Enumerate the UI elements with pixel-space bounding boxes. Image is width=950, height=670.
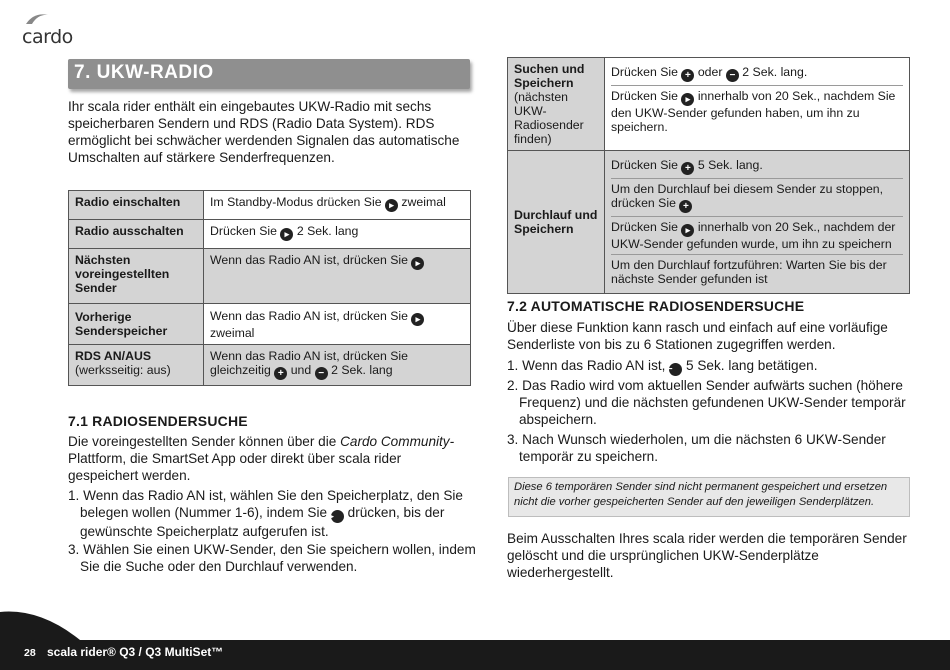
instruction-line: Drücken Sie + oder − 2 Sek. lang. — [611, 62, 903, 86]
heading-7-2: 7.2 AUTOMATISCHE RADIOSENDERSUCHE — [507, 298, 805, 314]
table-row — [69, 249, 471, 304]
radio-controls-table — [68, 190, 471, 386]
row-key: Durchlauf und Speichern — [508, 151, 605, 294]
play-icon: ▸ — [411, 257, 424, 270]
table-row — [69, 304, 471, 345]
row-value: Wenn das Radio AN ist, drücken Sie ▸ zweimal — [204, 304, 471, 345]
page-number: 28 — [24, 647, 36, 659]
row-value — [605, 58, 910, 151]
list-item: 3. Nach Wunsch wiederholen, um die nächsten 6 UKW-Sender temporär zu speichern. — [507, 432, 886, 464]
paragraph-7-1: Die voreingestellten Sender können über die Cardo Community- Plattform, die SmartSet App oder direkt über scala rider gespeichert werden. — [68, 434, 455, 483]
intro-paragraph: Ihr scala rider enthält ein eingebautes UKW-Radio mit sechs speicherbaren Sendern und RDS (Radio Data System). RDS ermöglicht bei schwächer werdenden Signalen das automatische Umschalten auf stärkere Senderfrequenzen. — [68, 99, 460, 165]
row-value: Wenn das Radio AN ist, drücken Sie gleichzeitig + und − 2 Sek. lang — [204, 345, 471, 386]
table-row — [69, 345, 471, 386]
logo-swoosh-icon — [24, 12, 54, 26]
row-key: Radio ausschalten — [69, 220, 204, 249]
section-banner — [68, 59, 470, 89]
instruction-line: Um den Durchlauf bei diesem Sender zu stoppen, drücken Sie + — [611, 179, 903, 217]
minus-icon: − — [315, 367, 328, 380]
plus-icon: + — [681, 162, 694, 175]
table-row — [69, 191, 471, 220]
footer-product-title: scala rider® Q3 / Q3 MultiSet™ — [47, 645, 224, 659]
logo-text: cardo — [22, 26, 73, 48]
play-icon: ▸ — [411, 313, 424, 326]
plus-icon: + — [274, 367, 287, 380]
footer-curve-shape — [0, 600, 110, 642]
list-item: 1. Wenn das Radio AN ist, − 5 Sek. lang betätigen. — [507, 358, 818, 375]
row-value: Wenn das Radio AN ist, drücken Sie ▸ — [204, 249, 471, 304]
row-value: Drücken Sie ▸ 2 Sek. lang — [204, 220, 471, 249]
instruction-line: Drücken Sie + 5 Sek. lang. — [611, 155, 903, 179]
search-table — [507, 57, 910, 294]
paragraph-7-2: Über diese Funktion kann rasch und einfach auf eine vorläufige Senderliste von bis zu 6 Stationen zugegriffen werden. — [507, 320, 888, 352]
footer-bar — [0, 640, 950, 670]
heading-7-1: 7.1 RADIOSENDERSUCHE — [68, 413, 248, 429]
list-item: 2. Das Radio wird vom aktuellen Sender aufwärts suchen (höhere Frequenz) und die nächsten gefundenen UKW-Sender temporär abspeichern. — [507, 378, 906, 427]
section-title: 7. UKW-RADIO — [74, 62, 214, 83]
closing-paragraph: Beim Ausschalten Ihres scala rider werden die temporären Sender gelöscht und die ursprünglichen UKW-Senderplätze wiederhergestellt. — [507, 531, 907, 580]
row-key: Radio einschalten — [69, 191, 204, 220]
instruction-line: Drücken Sie ▸ innerhalb von 20 Sek., nachdem Sie den UKW-Sender gefunden haben, um ihn zu speichern. — [611, 89, 896, 134]
instruction-line: Drücken Sie ▸ innerhalb von 20 Sek., nachdem der UKW-Sender gefunden wurde, um ihn zu speichern — [611, 217, 903, 255]
table-row — [508, 151, 910, 294]
row-value: Im Standby-Modus drücken Sie ▸ zweimal — [204, 191, 471, 220]
minus-icon: − — [726, 69, 739, 82]
row-key: Suchen und Speichern (nächsten UKW-Radiosender finden) — [508, 58, 605, 151]
row-key: Nächsten voreingestellten Sender — [69, 249, 204, 304]
play-icon: ▸ — [280, 228, 293, 241]
note-box: Diese 6 temporären Sender sind nicht permanent gespeichert und ersetzen nicht die vorher gespeicherten Sender auf den jeweiligen Senderplätzen. — [508, 477, 910, 517]
play-icon: ▸ — [385, 199, 398, 212]
table-row — [508, 58, 910, 151]
instruction-line: Um den Durchlauf fortzuführen: Warten Sie bis der nächste Sender gefunden ist — [611, 258, 887, 286]
play-icon: ▸ — [331, 510, 344, 523]
plus-icon: + — [679, 200, 692, 213]
play-icon: ▸ — [681, 224, 694, 237]
list-item: 1. Wenn das Radio AN ist, wählen Sie den Speicherplatz, den Sie belegen wollen (Nummer 1-6), indem Sie ▸ drücken, bis der gewünschte Speicherplatz aufgerufen ist. — [68, 488, 463, 539]
plus-icon: + — [681, 69, 694, 82]
row-value — [605, 151, 910, 294]
table-row — [69, 220, 471, 249]
cardo-logo — [22, 12, 73, 48]
row-key: Vorherige Senderspeicher — [69, 304, 204, 345]
minus-icon: − — [669, 363, 682, 376]
play-icon: ▸ — [681, 93, 694, 106]
list-item: 3. Wählen Sie einen UKW-Sender, den Sie speichern wollen, indem Sie die Suche oder den Durchlauf verwenden. — [68, 542, 476, 574]
row-key: RDS AN/AUS (werksseitig: aus) — [69, 345, 204, 386]
